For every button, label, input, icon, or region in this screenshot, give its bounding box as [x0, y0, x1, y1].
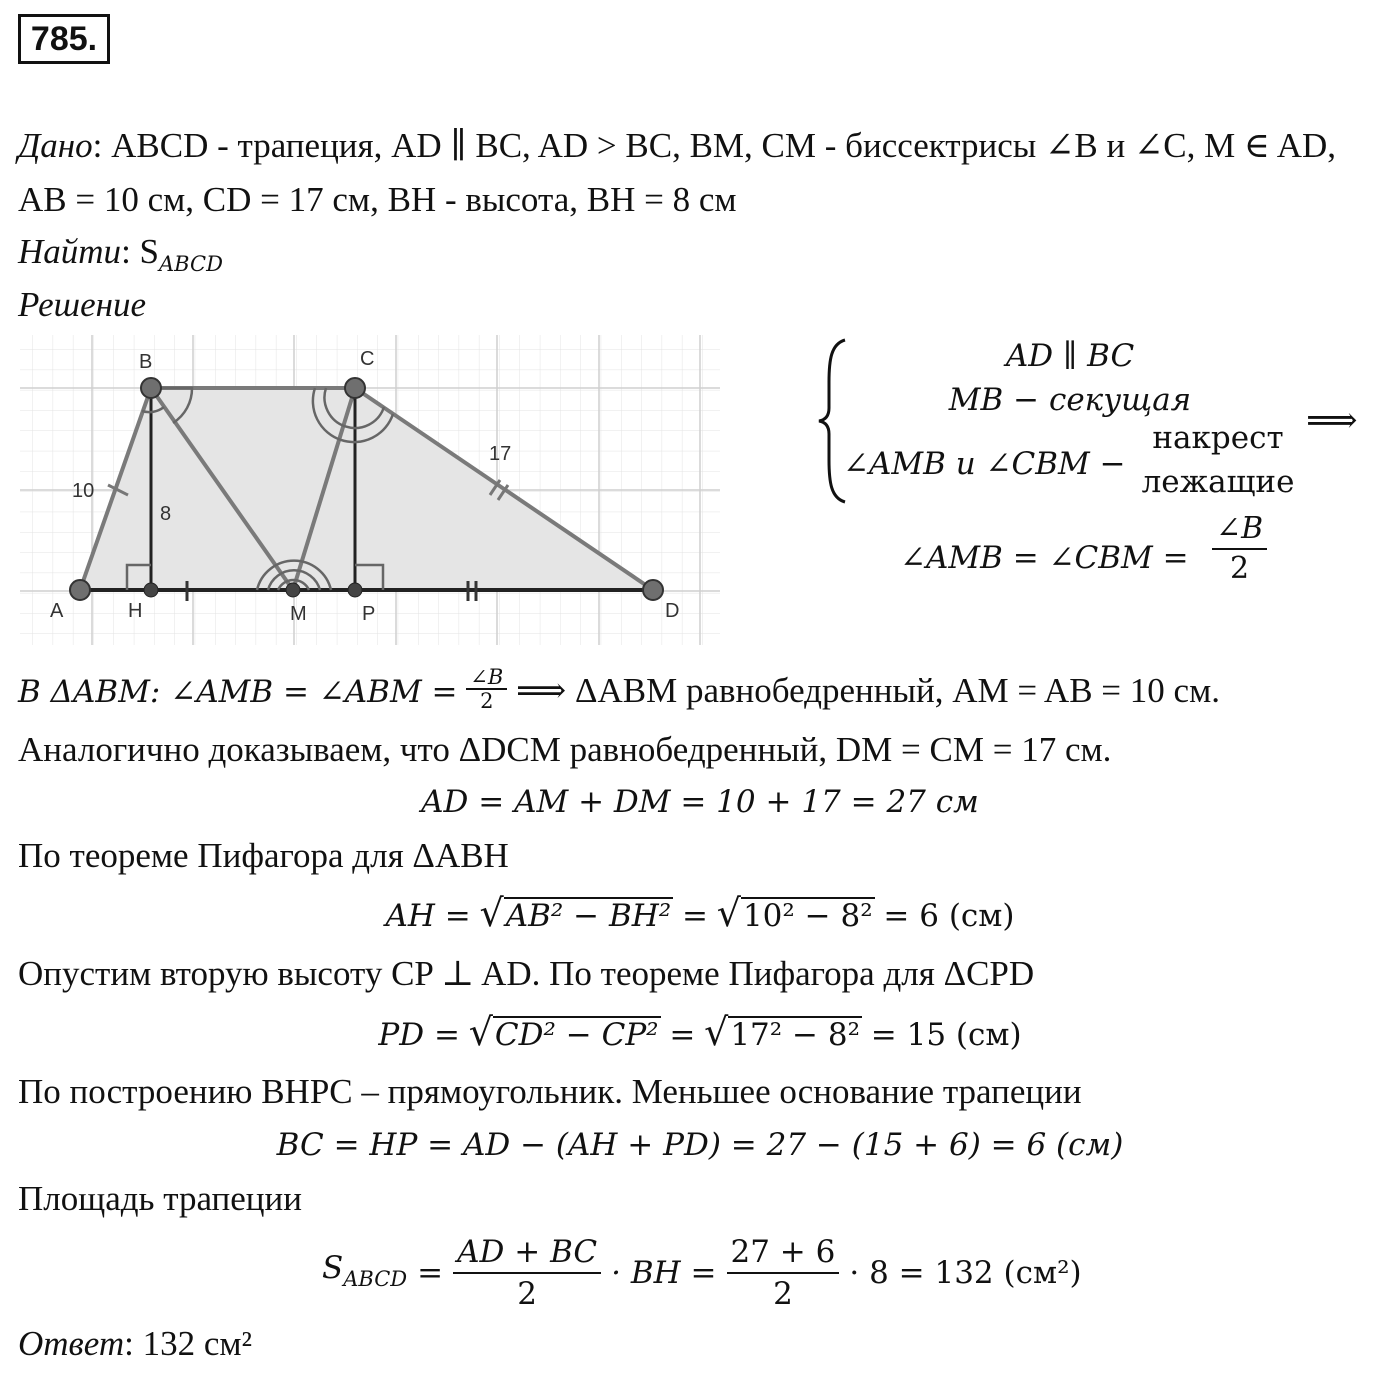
ah-equation: [0, 893, 1400, 936]
area-label: Площадь трапеции: [18, 1179, 302, 1218]
area-eq: =: [417, 1255, 444, 1291]
system-fraction-denominator: 2: [1230, 551, 1250, 586]
ah-radicand-1: AB² − BH²: [505, 898, 672, 934]
find-text: : S: [121, 232, 160, 271]
label-cd-length: 17: [489, 443, 512, 465]
pd-text-a: PD =: [378, 1017, 460, 1053]
system-line-3c: лежащие: [1141, 464, 1295, 500]
answer-line: [18, 1324, 252, 1364]
system-fraction-numerator: ∠B: [1212, 510, 1267, 550]
given-label: Дано: [18, 126, 93, 165]
dcm-line: Аналогично доказываем, что ΔDCM равнобедренный, DM = CM = 17 см.: [18, 730, 1112, 769]
area-equation: [322, 1225, 1082, 1321]
label-bh-length: 8: [160, 503, 172, 525]
given-line-2: AB = 10 см, CD = 17 см, BH - высота, BH = 8 см: [18, 180, 737, 219]
label-m: M: [290, 603, 307, 625]
pd-text-b: =: [669, 1017, 696, 1053]
area-s: $S_{ABCD}$: [322, 1249, 408, 1291]
cp-line: Опустим вторую высоту CP ⊥ AD. По теореме Пифагора для ΔCPD: [18, 954, 1035, 993]
area-fraction-2-denominator: 2: [773, 1276, 793, 1312]
sqrt-icon: √: [716, 891, 741, 935]
system-line-2: MB − секущая: [948, 382, 1192, 418]
ad-line: AD = AM + DM = 10 + 17 = 27 см: [421, 784, 979, 820]
label-d: D: [665, 600, 680, 622]
label-c: C: [360, 348, 375, 370]
system-result-fraction: [1212, 510, 1267, 588]
problem-number: 785.: [18, 14, 110, 64]
given-text-1: : ABCD - трапеция, AD ∥ BC, AD > BC, BM, CM - биссектрисы ∠B и ∠C, M ∈ AD,: [92, 126, 1337, 165]
system-result: ∠AMB = ∠CBM =: [900, 540, 1189, 576]
given-line-1: [18, 126, 1336, 166]
abm-line: [18, 666, 1220, 712]
point-h: [144, 583, 158, 597]
point-d: [643, 580, 663, 600]
ah-radicand-2: 10² − 8²: [742, 898, 873, 934]
area-fraction-2: [727, 1232, 840, 1314]
bc-line: BC = HP = AD − (AH + PD) = 27 − (15 + 6) = 6 (см): [276, 1127, 1124, 1163]
pd-text-c: = 15 (см): [870, 1017, 1022, 1053]
area-fraction-1: [453, 1232, 601, 1314]
pd-radicand-2: 17² − 8²: [730, 1017, 861, 1053]
abm-fraction: [466, 666, 507, 712]
pyth-abh-line: По теореме Пифагора для ΔABH: [18, 836, 509, 875]
label-h: H: [128, 600, 143, 622]
pd-radicand-1: CD² − CP²: [494, 1017, 659, 1053]
point-m: [286, 583, 300, 597]
pd-equation: [0, 1012, 1400, 1055]
system-line-3b: накрест: [1152, 420, 1284, 456]
system-line-1: AD ∥ BC: [1005, 338, 1135, 374]
point-p: [348, 583, 362, 597]
area-fraction-1-denominator: 2: [517, 1276, 537, 1312]
label-a: A: [50, 600, 64, 622]
point-a: [70, 580, 90, 600]
find-line: [18, 232, 223, 284]
label-b: B: [139, 351, 153, 373]
abm-fraction-denominator: 2: [480, 689, 494, 713]
ah-text-c: = 6 (см): [883, 898, 1015, 934]
abm-text-b: ⟹ ΔABM равнобедренный, AM = AB = 10 см.: [516, 671, 1220, 710]
area-mid: · BH =: [611, 1255, 717, 1291]
point-b: [141, 378, 161, 398]
answer-label: Ответ: [18, 1324, 125, 1363]
area-s-sub: ABCD: [343, 1266, 408, 1291]
ah-text-a: AH =: [385, 898, 471, 934]
trapezoid-figure: [20, 335, 720, 645]
bhpc-line: По построению BHPC – прямоугольник. Меньшее основание трапеции: [18, 1072, 1082, 1111]
sqrt-icon: √: [468, 1010, 493, 1054]
abm-fraction-numerator: ∠B: [466, 666, 507, 690]
label-ab-length: 10: [72, 480, 95, 502]
abm-text-a: В ΔABM: ∠AMB = ∠ABM =: [18, 674, 458, 710]
system-line-3: ∠AMB и ∠CBM −: [843, 446, 1126, 482]
label-p: P: [362, 603, 376, 625]
area-fraction-1-numerator: AD + BC: [453, 1232, 601, 1274]
area-end: · 8 = 132 (см²): [849, 1255, 1082, 1291]
implies-icon: ⟹: [1306, 400, 1358, 441]
sqrt-icon: √: [704, 1010, 729, 1054]
sqrt-icon: √: [479, 891, 504, 935]
area-fraction-2-numerator: 27 + 6: [727, 1232, 840, 1274]
solution-label: Решение: [18, 285, 147, 324]
find-sub: ABCD: [159, 252, 223, 276]
ah-text-b: =: [682, 898, 708, 934]
find-label: Найти: [18, 232, 122, 271]
answer-value: : 132 см²: [124, 1324, 252, 1363]
point-c: [345, 378, 365, 398]
